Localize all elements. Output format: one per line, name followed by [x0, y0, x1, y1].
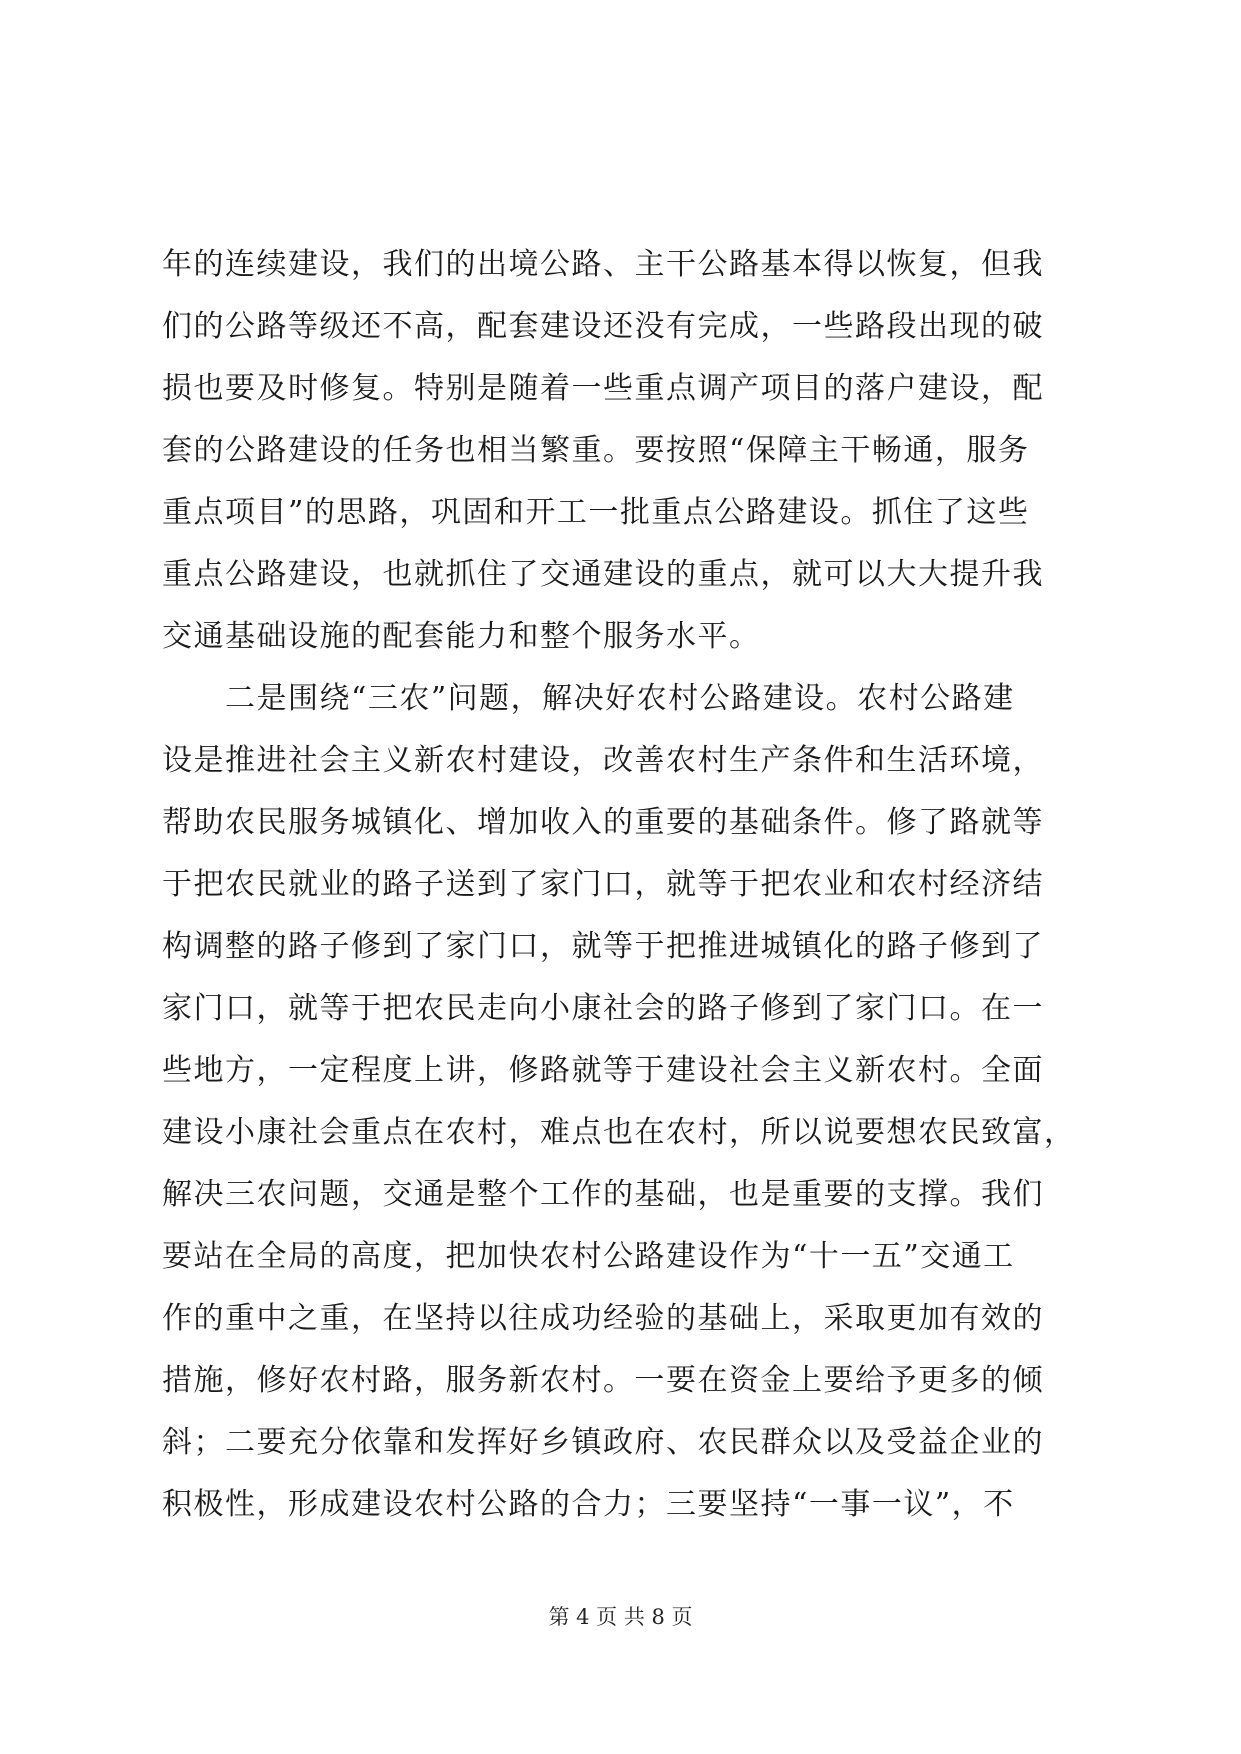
text-line: 要站在全局的高度，把加快农村公路建设作为“十一五”交通工	[162, 1239, 1015, 1274]
body-text	[162, 234, 1082, 1536]
page-number: 第 4 页 共 8 页	[548, 1605, 693, 1629]
text-line: 年的连续建设，我们的出境公路、主干公路基本得以恢复，但我	[162, 247, 1044, 282]
text-line: 们的公路等级还不高，配套建设还没有完成，一些路段出现的破	[162, 309, 1044, 344]
text-line: 帮助农民服务城镇化、增加收入的重要的基础条件。修了路就等	[162, 805, 1044, 840]
text-line: 措施，修好农村路，服务新农村。一要在资金上要给予更多的倾	[162, 1363, 1044, 1398]
text-line: 二是围绕“三农”问题，解决好农村公路建设。农村公路建	[162, 681, 1015, 716]
page-footer	[0, 1602, 1241, 1632]
text-line: 于把农民就业的路子送到了家门口，就等于把农业和农村经济结	[162, 867, 1044, 902]
text-line: 些地方，一定程度上讲，修路就等于建设社会主义新农村。全面	[162, 1053, 1044, 1088]
text-line: 套的公路建设的任务也相当繁重。要按照“保障主干畅通，服务	[162, 433, 1030, 468]
text-line: 重点公路建设，也就抓住了交通建设的重点，就可以大大提升我	[162, 557, 1044, 592]
text-line: 交通基础设施的配套能力和整个服务水平。	[162, 619, 761, 654]
text-line: 损也要及时修复。特别是随着一些重点调产项目的落户建设，配	[162, 371, 1044, 406]
text-line: 斜；二要充分依靠和发挥好乡镇政府、农民群众以及受益企业的	[162, 1425, 1044, 1460]
text-line: 家门口，就等于把农民走向小康社会的路子修到了家门口。在一	[162, 991, 1044, 1026]
text-line: 设是推进社会主义新农村建设，改善农村生产条件和生活环境，	[162, 743, 1044, 778]
text-line: 解决三农问题，交通是整个工作的基础，也是重要的支撑。我们	[162, 1177, 1044, 1212]
text-line: 积极性，形成建设农村公路的合力；三要坚持“一事一议”，不	[162, 1487, 1015, 1522]
text-line: 构调整的路子修到了家门口，就等于把推进城镇化的路子修到了	[162, 929, 1044, 964]
text-line: 重点项目”的思路，巩固和开工一批重点公路建设。抓住了这些	[162, 495, 1030, 530]
text-line: 作的重中之重，在坚持以往成功经验的基础上，采取更加有效的	[162, 1301, 1044, 1336]
text-line: 建设小康社会重点在农村，难点也在农村，所以说要想农民致富，	[162, 1115, 1076, 1150]
